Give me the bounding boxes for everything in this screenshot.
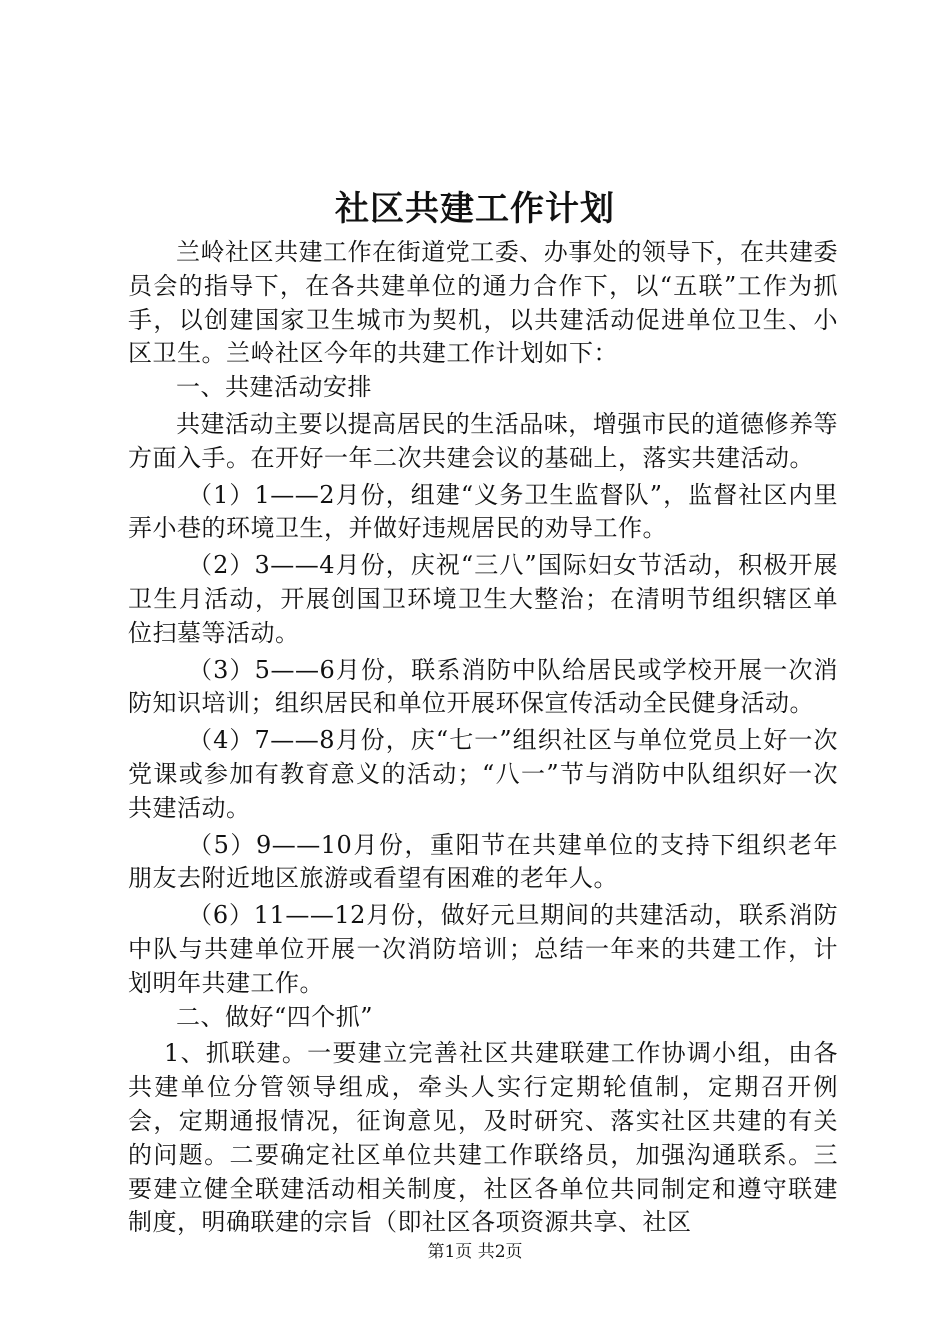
list-item-5: （5）9——10月份，重阳节在共建单位的支持下组织老年朋友去附近地区旅游或看望有困难的老年人。 xyxy=(128,830,838,893)
section-2-paragraph-1: 1、抓联建。一要建立完善社区共建联建工作协调小组，由各共建单位分管领导组成，牵头人实行定期轮值制，定期召开例会，定期通报情况，征询意见，及时研究、落实社区共建的有关的问题。二要确定社区单位共建工作联络员，加强沟通联系。三要建立健全联建活动相关制度，社区各单位共同制定和遵守联建制度，明确联建的宗旨（即社区各项资源共享、社区 xyxy=(128,1039,838,1237)
document-body xyxy=(128,236,838,1240)
intro-paragraph: 兰岭社区共建工作在街道党工委、办事处的领导下，在共建委员会的指导下，在各共建单位的通力合作下，以“五联”工作为抓手，以创建国家卫生城市为契机，以共建活动促进单位卫生、小区卫生。兰岭社区今年的共建工作计划如下： xyxy=(128,238,838,368)
page-footer: 第1页 共2页 xyxy=(427,1242,523,1262)
list-item-6: （6）11——12月份，做好元旦期间的共建活动，联系消防中队与共建单位开展一次消防培训；总结一年来的共建工作，计划明年共建工作。 xyxy=(128,901,838,997)
list-item-2: （2）3——4月份，庆祝“三八”国际妇女节活动，积极开展卫生月活动，开展创国卫环境卫生大整治；在清明节组织辖区单位扫墓等活动。 xyxy=(128,551,838,647)
list-item-3: （3）5——6月份，联系消防中队给居民或学校开展一次消防知识培训；组织居民和单位开展环保宣传活动全民健身活动。 xyxy=(128,655,838,718)
document-title: 社区共建工作计划 xyxy=(335,189,615,229)
list-item-1: （1）1——2月份，组建“义务卫生监督队”，监督社区内里弄小巷的环境卫生，并做好违规居民的劝导工作。 xyxy=(128,480,838,543)
section-heading-1: 一、共建活动安排 xyxy=(176,373,372,402)
section-heading-2: 二、做好“四个抓” xyxy=(176,1002,374,1031)
list-item-4: （4）7——8月份，庆“七一”组织社区与单位党员上好一次党课或参加有教育意义的活动；“八一”节与消防中队组织好一次共建活动。 xyxy=(128,726,838,822)
section-1-paragraph: 共建活动主要以提高居民的生活品味，增强市民的道德修养等方面入手。在开好一年二次共建会议的基础上，落实共建活动。 xyxy=(128,409,838,472)
